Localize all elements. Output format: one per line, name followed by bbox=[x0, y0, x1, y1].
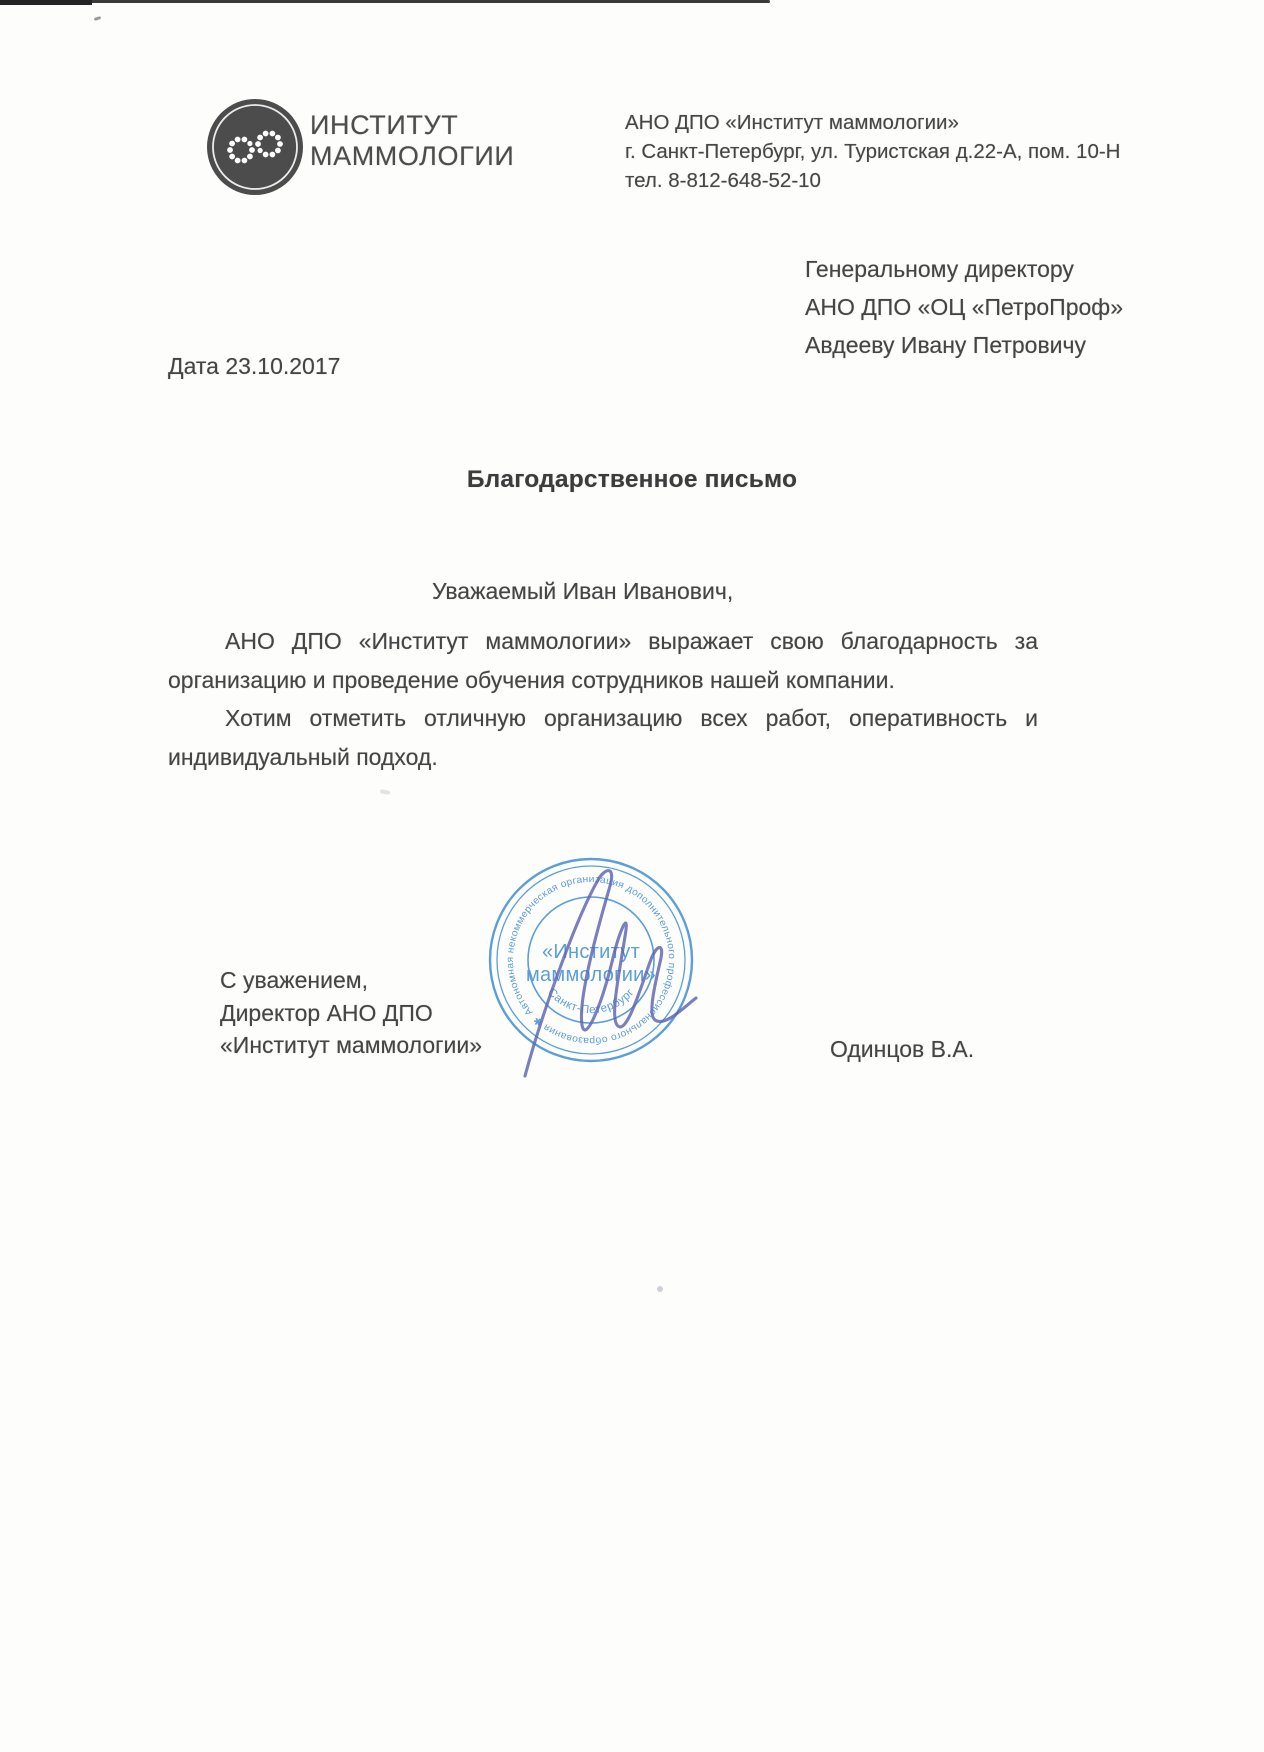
handwritten-signature bbox=[500, 848, 710, 1096]
scan-artifact bbox=[380, 789, 391, 795]
scan-artifact bbox=[0, 0, 92, 5]
recipient-block bbox=[805, 250, 1123, 364]
letter-body bbox=[168, 622, 1038, 776]
body-line: индивидуальный подход. bbox=[168, 743, 438, 770]
logo-wordmark bbox=[310, 110, 514, 172]
logo-wordmark-line2: МАММОЛОГИИ bbox=[310, 141, 515, 171]
stamp-center-line2: маммологии» bbox=[525, 964, 657, 986]
scan-artifact bbox=[657, 1286, 663, 1292]
body-line: организацию и проведение обучения сотрудников нашей компании. bbox=[168, 666, 895, 693]
signature-ink-icon bbox=[500, 848, 710, 1096]
org-contact-block bbox=[625, 108, 1120, 195]
signer-name: Одинцов В.А. bbox=[830, 1036, 975, 1062]
stamp-center-line1: «Институт bbox=[541, 941, 641, 963]
recipient-position: Генеральному директору bbox=[805, 256, 1074, 282]
date-line: Дата 23.10.2017 bbox=[168, 353, 341, 379]
document-title: Благодарственное письмо bbox=[466, 466, 798, 493]
body-line: АНО ДПО «Институт маммологии» выражает свою благодарность за bbox=[225, 628, 1038, 654]
infinity-dots-icon bbox=[204, 96, 306, 198]
scan-artifact bbox=[0, 0, 770, 3]
institute-logo bbox=[204, 96, 306, 198]
salutation: Уважаемый Иван Иванович, bbox=[432, 578, 734, 604]
recipient-organization: АНО ДПО «ОЦ «ПетроПроф» bbox=[805, 294, 1124, 320]
closing-organization: «Институт маммологии» bbox=[220, 1032, 482, 1058]
org-phone: тел. 8-812-648-52-10 bbox=[625, 169, 821, 192]
closing-block bbox=[220, 964, 482, 1062]
closing-regards: С уважением, bbox=[220, 967, 368, 993]
closing-position: Директор АНО ДПО bbox=[220, 999, 433, 1026]
stamp-ring-text: Автономная некоммерческая организация дополнительного профессионального образования ✱ bbox=[504, 873, 678, 1047]
org-name: АНО ДПО «Институт маммологии» bbox=[625, 111, 959, 134]
stamp-city-arc: Санкт-Петербург bbox=[545, 986, 637, 1017]
org-address: г. Санкт-Петербург, ул. Туристская д.22-А, пом. 10-Н bbox=[625, 140, 1121, 163]
scan-artifact bbox=[94, 16, 102, 21]
body-line: Хотим отметить отличную организацию всех работ, оперативность и bbox=[225, 705, 1038, 731]
logo-wordmark-line1: ИНСТИТУТ bbox=[310, 110, 459, 140]
recipient-person: Авдееву Ивану Петровичу bbox=[805, 332, 1087, 358]
